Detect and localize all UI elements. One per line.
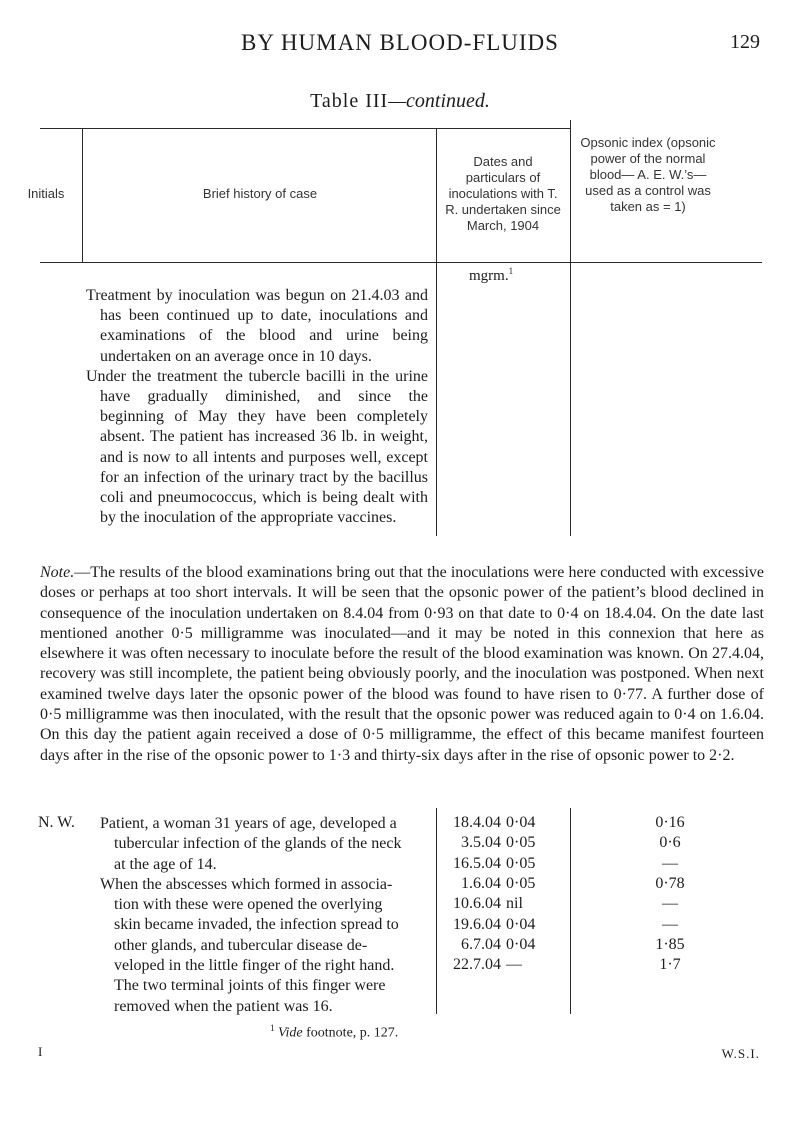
footnote-mark: 1 (270, 1023, 275, 1033)
opsonic-index-value: 0·6 (659, 834, 681, 852)
inoculation-row (440, 834, 710, 854)
inoculation-dose: 0·05 (506, 854, 536, 872)
opsonic-index-value: 0·78 (655, 874, 685, 892)
table-header-rule (40, 262, 762, 263)
case-initials: N. W. (38, 814, 75, 831)
inoculation-date: 6.7.04 (461, 935, 501, 953)
inoculation-row (440, 855, 710, 875)
inoculation-date: 1.6.04 (461, 874, 501, 892)
inoculation-row (440, 916, 710, 936)
inoculation-row (440, 875, 710, 895)
history-line: other glands, and tubercular disease de- (114, 936, 368, 954)
case-history-continued (86, 286, 428, 528)
unit-footnote-mark: 1 (508, 266, 514, 276)
column-header-initials: Initials (27, 186, 65, 201)
inoculation-dose: 0·04 (506, 935, 536, 953)
signature-left: I (38, 1044, 43, 1059)
opsonic-index-value: — (662, 854, 678, 872)
history-line: veloped in the little finger of the right hand. (114, 957, 395, 975)
history-line: tion with these were opened the overlying (114, 896, 383, 914)
table-title-text: Table III (310, 90, 389, 112)
history-line: The two terminal joints of this finger were (114, 977, 386, 995)
table-col-divider-1 (82, 128, 83, 262)
inoculation-row (440, 895, 710, 915)
column-header-opsonic-index: Opsonic index (opsonic power of the normal blood— A. E. W.’s— used as a control was taken as = 1) (580, 135, 716, 214)
footnote (270, 1023, 398, 1042)
inoculation-row (440, 956, 710, 976)
history-line: Patient, a woman 31 years of age, developed a (100, 815, 397, 832)
table-col-divider-3 (570, 120, 571, 536)
footnote-label: Vide (278, 1025, 303, 1041)
column-header-history: Brief history of case (202, 186, 318, 201)
note-text: —The results of the blood examinations bring out that the inoculations were here conducted with excessive doses or perhaps at too short intervals. It will be seen that the opsonic power of the patient’s blood declined in consequence of the inoculation undertaken on 8.4.04 from 0·93 on that date to 0·4 on 18.4.04. On the date last mentioned another 0·5 milligramme was inoculated—and it may be noted in this connexion that here as elsewhere it was often necessary to inoculate before the result of the blood examination was known. On 27.4.04, recovery was still incomplete, the patient being obviously poorly, and the inoculation was postponed. When next examined twelve days later the opsonic power of the blood was found to have risen to 0·77. A further dose of 0·5 milligramme was then inoculated, with the result that the opsonic power was reduced again to 0·4 on 1.6.04. On this day the patient again received a dose of 0·5 milligramme, the effect of this became manifest fourteen days after in the rise of the opsonic power to 1·3 and thirty-six days after in the rise of opsonic power to 2·2. (40, 564, 764, 764)
table-title-suffix: —continued. (388, 90, 490, 112)
inoculation-row (440, 814, 710, 834)
column-header-inoculations: Dates and particulars of inoculations with T. R. undertaken since March, 1904 (445, 154, 561, 233)
table-top-rule (40, 128, 570, 129)
page-number: 129 (730, 31, 760, 53)
running-title: BY HUMAN BLOOD-FLUIDS (241, 30, 559, 55)
inoculation-dose: 0·05 (506, 834, 536, 852)
inoculation-row (440, 936, 710, 956)
case-history (100, 814, 430, 1017)
inoculation-date: 18.4.04 (453, 814, 501, 831)
note-label: Note. (40, 564, 75, 581)
opsonic-index-value: — (662, 915, 678, 933)
inoculation-dose: — (506, 956, 522, 974)
footnote-text: footnote, p. 127. (302, 1025, 399, 1041)
inoculation-date: 3.5.04 (461, 834, 501, 852)
history-paragraph: Treatment by inoculation was begun on 21.4.03 and has been continued up to date, inoculations and examinations of the blood and urine being undertaken on an average once in 10 days. (86, 287, 428, 365)
inoculation-dose: 0·05 (506, 874, 536, 892)
inoculation-date: 10.6.04 (453, 895, 501, 913)
history-line: skin became invaded, the infection spread to (114, 916, 399, 934)
opsonic-index-value: 1·7 (659, 956, 681, 974)
inoculation-date: 19.6.04 (453, 915, 501, 933)
inoculation-dose: nil (506, 895, 523, 913)
note-paragraph (40, 563, 764, 766)
signature-right: W.S.I. (721, 1046, 760, 1061)
opsonic-index-value: 1·85 (655, 935, 685, 953)
history-paragraph: Under the treatment the tubercle bacilli in the urine have gradually diminished, and since the beginning of May they have been completely absent. The patient has increased 36 lb. in weight, and is now to all intents and purposes well, except for an infection of the urinary tract by the bacillus coli and pneumococcus, which is being dealt with by the inoculation of the appropriate vaccines. (86, 367, 428, 527)
unit-label (469, 266, 513, 285)
table-col-divider-2 (436, 128, 437, 536)
inoculation-date: 22.7.04 (453, 956, 501, 974)
table-title (0, 90, 800, 113)
inoculation-dose: 0·04 (506, 915, 536, 933)
history-line: at the age of 14. (114, 855, 217, 873)
history-line: When the abscesses which formed in associa- (100, 875, 393, 893)
nw-col-divider-1 (436, 808, 437, 1014)
opsonic-index-value: — (662, 895, 678, 913)
history-line: removed when the patient was 16. (114, 997, 333, 1015)
inoculation-dose: 0·04 (506, 814, 536, 831)
inoculation-date: 16.5.04 (453, 854, 501, 872)
unit-label-text: mgrm. (469, 268, 509, 284)
history-line: tubercular infection of the glands of the neck (114, 835, 402, 853)
opsonic-index-value: 0·16 (655, 814, 685, 831)
